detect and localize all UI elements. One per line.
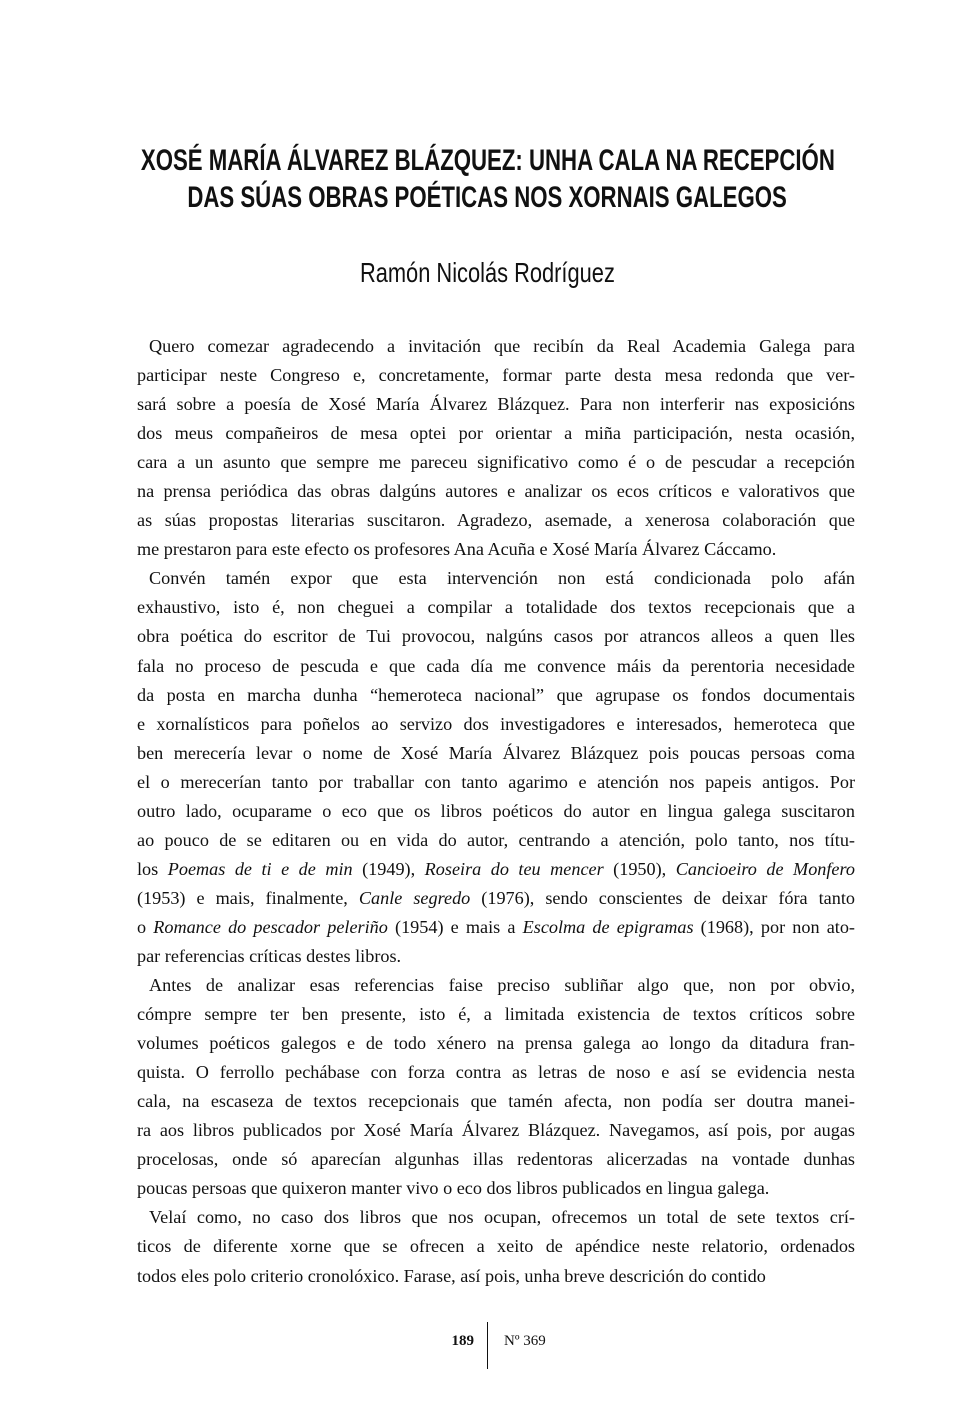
book-title: Romance do pescador peleriño bbox=[153, 916, 388, 937]
text-line bbox=[137, 681, 855, 710]
text-segment: (1953) e mais, finalmente, bbox=[137, 887, 359, 908]
text-segment: el o merecerían tanto por traballar con tanto agarimo e atención nos papeis antigos. Por bbox=[137, 771, 855, 792]
text-segment: (1949), bbox=[352, 858, 425, 879]
text-line bbox=[137, 506, 855, 535]
paragraph bbox=[137, 1203, 855, 1290]
text-line bbox=[137, 768, 855, 797]
text-line bbox=[137, 942, 855, 971]
text-segment: los bbox=[137, 858, 168, 879]
text-segment: (1954) e mais a bbox=[387, 916, 523, 937]
text-line bbox=[137, 826, 855, 855]
text-line bbox=[137, 971, 855, 1000]
text-line bbox=[137, 361, 855, 390]
text-segment: ben merecería levar o nome de Xosé María Álvarez Blázquez pois poucas persoas coma bbox=[137, 742, 855, 763]
text-segment: fala no proceso de pescuda e que cada día me convence máis da perentoria necesidade bbox=[137, 655, 855, 676]
text-line bbox=[137, 797, 855, 826]
text-segment: da posta en marcha dunha “hemeroteca nacional” que agrupase os fondos documentais bbox=[137, 684, 855, 705]
article-title bbox=[0, 142, 975, 216]
text-segment: ra aos libros publicados por Xosé María Álvarez Blázquez. Navegamos, así pois, por augas bbox=[137, 1120, 855, 1141]
footer-divider bbox=[487, 1322, 488, 1369]
text-segment: todos eles polo criterio cronolóxico. Farase, así pois, unha breve descrición do contido bbox=[137, 1265, 766, 1286]
paragraph bbox=[137, 564, 855, 971]
text-segment: outro lado, ocuparame o eco que os libros poéticos do autor en lingua galega suscitaron bbox=[137, 800, 855, 821]
book-title: Poemas de ti e de min bbox=[167, 858, 353, 879]
text-line bbox=[137, 739, 855, 768]
text-line bbox=[137, 593, 855, 622]
text-line bbox=[137, 855, 855, 884]
text-segment: ao pouco de se editaren ou en vida do autor, centrando a atención, polo tanto, nos títu- bbox=[137, 829, 855, 850]
text-segment: volumes poéticos galegos e de todo xénero na prensa galega ao longo da ditadura fran- bbox=[137, 1033, 855, 1054]
text-segment: quista. O ferrollo pechábase con forza contra as letras de noso e así se evidencia nesta bbox=[137, 1062, 855, 1083]
text-line bbox=[137, 652, 855, 681]
text-segment: participar neste Congreso e, concretamente, formar parte desta mesa redonda que ver- bbox=[137, 365, 855, 386]
text-line bbox=[137, 1087, 855, 1116]
paragraph bbox=[137, 971, 855, 1203]
text-line bbox=[137, 1058, 855, 1087]
text-segment: cómpre sempre ter ben presente, isto é, a limitada existencia de textos críticos sobre bbox=[137, 1004, 855, 1025]
text-segment: o bbox=[137, 916, 154, 937]
text-segment: e xornalísticos para poñelos ao servizo dos investigadores e interesados, hemeroteca que bbox=[137, 713, 855, 734]
text-line bbox=[137, 390, 855, 419]
book-title: Canle segredo bbox=[358, 887, 471, 908]
text-segment: procelosas, onde só aparecían algunhas illas redentoras alicerzadas na vontade dunhas bbox=[137, 1149, 855, 1170]
text-segment: Antes de analizar esas referencias faise preciso subliñar algo que, non por obvio, bbox=[149, 975, 855, 996]
text-line bbox=[137, 913, 855, 942]
text-segment: Velaí como, no caso dos libros que nos ocupan, ofrecemos un total de sete textos crí- bbox=[149, 1207, 855, 1228]
text-line bbox=[137, 1029, 855, 1058]
text-segment: par referencias críticas destes libros. bbox=[137, 945, 402, 966]
text-segment: Convén tamén expor que esta intervención non está condicionada polo afán bbox=[149, 568, 855, 589]
text-line bbox=[137, 477, 855, 506]
text-segment: (1950), bbox=[603, 858, 676, 879]
text-line bbox=[137, 564, 855, 593]
text-segment: ticos de diferente xorne que se ofrecen a xeito de apéndice neste relatorio, ordenados bbox=[137, 1236, 855, 1257]
text-line bbox=[137, 448, 855, 477]
title-line-2: DAS SÚAS OBRAS POÉTICAS NOS XORNAIS GALEGOS bbox=[187, 181, 788, 214]
text-line bbox=[137, 622, 855, 651]
text-segment: na prensa periódica das obras dalgúns autores e analizar os ecos críticos e valorativos que bbox=[137, 481, 855, 502]
text-line bbox=[137, 1174, 855, 1203]
text-line bbox=[137, 1232, 855, 1261]
text-segment: poucas persoas que quixeron manter vivo o eco dos libros publicados en lingua galega. bbox=[137, 1178, 770, 1199]
text-segment: me prestaron para este efecto os profesores Ana Acuña e Xosé María Álvarez Cáccamo. bbox=[137, 539, 777, 560]
book-title: Roseira do teu mencer bbox=[424, 858, 604, 879]
text-line bbox=[137, 1116, 855, 1145]
text-line bbox=[137, 535, 855, 564]
issue-number: Nº 369 bbox=[504, 1333, 546, 1349]
article-body bbox=[137, 332, 855, 1291]
text-segment: obra poética do escritor de Tui provocou, nalgúns casos por atrancos alleos a quen lles bbox=[137, 626, 855, 647]
text-segment: cala, na escaseza de textos recepcionais que tamén afecta, non podía ser doutra manei- bbox=[137, 1091, 855, 1112]
text-segment: sará sobre a poesía de Xosé María Álvarez Blázquez. Para non interferir nas exposicións bbox=[137, 394, 855, 415]
text-segment: as súas propostas literarias suscitaron. Agradezo, asemade, a xenerosa colaboración que bbox=[137, 510, 855, 531]
text-segment: (1976), sendo conscientes de deixar fóra tanto bbox=[470, 887, 855, 908]
text-line bbox=[137, 1145, 855, 1174]
text-line bbox=[137, 419, 855, 448]
page-number: 189 bbox=[451, 1333, 474, 1349]
text-segment: dos meus compañeiros de mesa optei por orientar a miña participación, nesta ocasión, bbox=[137, 423, 855, 444]
book-title: Cancioeiro de Monfero bbox=[675, 858, 856, 879]
text-segment: Quero comezar agradecendo a invitación que recibín da Real Academia Galega para bbox=[149, 336, 855, 356]
text-segment: (1968), por non ato- bbox=[693, 916, 855, 937]
text-line bbox=[137, 1262, 855, 1291]
book-title: Escolma de epigramas bbox=[522, 916, 694, 937]
title-line-1: XOSÉ MARÍA ÁLVAREZ BLÁZQUEZ: UNHA CALA NA RECEPCIÓN bbox=[140, 144, 835, 177]
text-line bbox=[137, 1000, 855, 1029]
author-name: Ramón Nicolás Rodríguez bbox=[360, 257, 615, 288]
paragraph bbox=[137, 332, 855, 564]
text-line bbox=[137, 710, 855, 739]
text-segment: cara a un asunto que sempre me pareceu significativo como é o de pescudar a recepción bbox=[137, 452, 855, 473]
text-line bbox=[137, 884, 855, 913]
text-line bbox=[137, 1203, 855, 1232]
text-line bbox=[137, 332, 855, 361]
text-segment: exhaustivo, isto é, non cheguei a compilar a totalidade dos textos recepcionais que a bbox=[137, 597, 855, 618]
